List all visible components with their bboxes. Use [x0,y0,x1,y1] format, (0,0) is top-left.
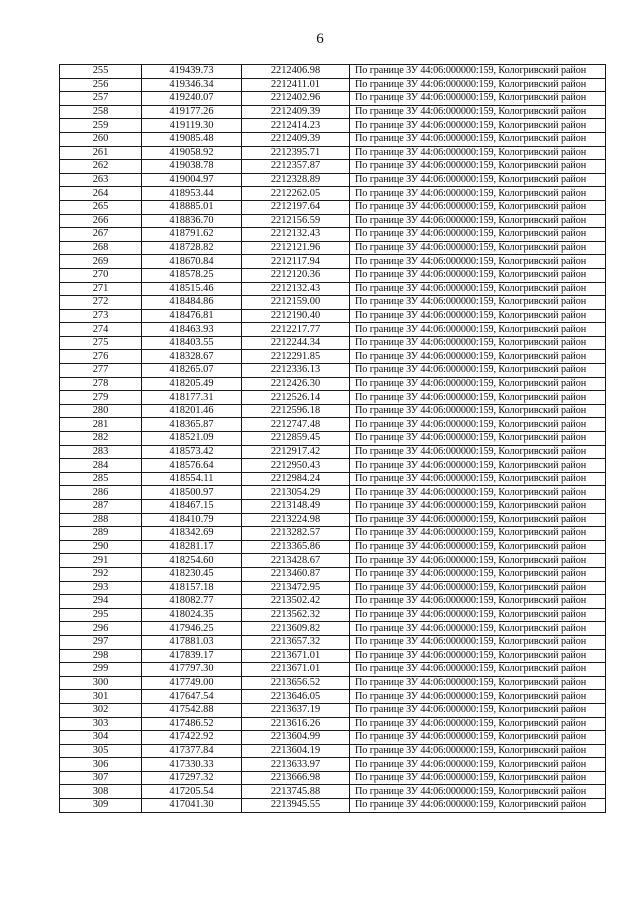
y-coordinate-cell: 2212190.40 [242,309,350,323]
x-coordinate-cell: 417330.33 [142,758,242,772]
x-coordinate-cell: 417946.25 [142,622,242,636]
x-coordinate-cell: 418254.60 [142,554,242,568]
x-coordinate-cell: 418157.18 [142,581,242,595]
description-cell: По границе ЗУ 44:06:000000:159, Кологривский район [350,649,606,663]
point-number-cell: 304 [60,731,142,745]
y-coordinate-cell: 2213666.98 [242,771,350,785]
description-cell: По границе ЗУ 44:06:000000:159, Кологривский район [350,622,606,636]
table-row [60,241,606,255]
point-number-cell: 259 [60,119,142,133]
description-cell: По границе ЗУ 44:06:000000:159, Кологривский район [350,785,606,799]
table-row [60,595,606,609]
y-coordinate-cell: 2213502.42 [242,595,350,609]
x-coordinate-cell: 418201.46 [142,404,242,418]
y-coordinate-cell: 2213604.99 [242,731,350,745]
point-number-cell: 275 [60,336,142,350]
table-row [60,608,606,622]
table-row [60,527,606,541]
point-number-cell: 280 [60,404,142,418]
table-row [60,200,606,214]
description-cell: По границе ЗУ 44:06:000000:159, Кологривский район [350,635,606,649]
y-coordinate-cell: 2213633.97 [242,758,350,772]
point-number-cell: 271 [60,282,142,296]
point-number-cell: 306 [60,758,142,772]
table-row [60,581,606,595]
table-row [60,567,606,581]
y-coordinate-cell: 2213616.26 [242,717,350,731]
description-cell: По границе ЗУ 44:06:000000:159, Кологривский район [350,581,606,595]
y-coordinate-cell: 2213282.57 [242,527,350,541]
y-coordinate-cell: 2212984.24 [242,472,350,486]
point-number-cell: 291 [60,554,142,568]
description-cell: По границе ЗУ 44:06:000000:159, Кологривский район [350,513,606,527]
x-coordinate-cell: 418410.79 [142,513,242,527]
description-cell: По границе ЗУ 44:06:000000:159, Кологривский район [350,228,606,242]
x-coordinate-cell: 419004.97 [142,173,242,187]
table-row [60,785,606,799]
description-cell: По границе ЗУ 44:06:000000:159, Кологривский район [350,432,606,446]
point-number-cell: 274 [60,323,142,337]
description-cell: По границе ЗУ 44:06:000000:159, Кологривский район [350,595,606,609]
point-number-cell: 302 [60,703,142,717]
y-coordinate-cell: 2212117.94 [242,255,350,269]
description-cell: По границе ЗУ 44:06:000000:159, Кологривский район [350,418,606,432]
x-coordinate-cell: 418791.62 [142,228,242,242]
y-coordinate-cell: 2212357.87 [242,160,350,174]
description-cell: По границе ЗУ 44:06:000000:159, Кологривский район [350,296,606,310]
point-number-cell: 286 [60,486,142,500]
x-coordinate-cell: 418515.46 [142,282,242,296]
y-coordinate-cell: 2212120.36 [242,268,350,282]
point-number-cell: 266 [60,214,142,228]
point-number-cell: 262 [60,160,142,174]
point-number-cell: 270 [60,268,142,282]
x-coordinate-cell: 418365.87 [142,418,242,432]
point-number-cell: 267 [60,228,142,242]
y-coordinate-cell: 2212197.64 [242,200,350,214]
y-coordinate-cell: 2212596.18 [242,404,350,418]
table-row [60,350,606,364]
x-coordinate-cell: 418836.70 [142,214,242,228]
page-number: 6 [316,31,324,47]
x-coordinate-cell: 417205.54 [142,785,242,799]
x-coordinate-cell: 417839.17 [142,649,242,663]
table-row [60,296,606,310]
x-coordinate-cell: 418670.84 [142,255,242,269]
point-number-cell: 297 [60,635,142,649]
point-number-cell: 261 [60,146,142,160]
x-coordinate-cell: 417797.30 [142,663,242,677]
description-cell: По границе ЗУ 44:06:000000:159, Кологривский район [350,554,606,568]
y-coordinate-cell: 2212406.98 [242,65,350,79]
table-row [60,472,606,486]
y-coordinate-cell: 2212526.14 [242,391,350,405]
coordinates-table [59,64,606,813]
x-coordinate-cell: 418403.55 [142,336,242,350]
x-coordinate-cell: 418082.77 [142,595,242,609]
table-row [60,500,606,514]
y-coordinate-cell: 2212121.96 [242,241,350,255]
table-row [60,323,606,337]
description-cell: По границе ЗУ 44:06:000000:159, Кологривский район [350,690,606,704]
table-row [60,391,606,405]
x-coordinate-cell: 418230.45 [142,567,242,581]
x-coordinate-cell: 419240.07 [142,92,242,106]
point-number-cell: 258 [60,105,142,119]
y-coordinate-cell: 2213224.98 [242,513,350,527]
table-row [60,119,606,133]
table-row [60,132,606,146]
description-cell: По границе ЗУ 44:06:000000:159, Кологривский район [350,771,606,785]
x-coordinate-cell: 418463.93 [142,323,242,337]
x-coordinate-cell: 418578.25 [142,268,242,282]
point-number-cell: 256 [60,78,142,92]
point-number-cell: 272 [60,296,142,310]
x-coordinate-cell: 418205.49 [142,377,242,391]
y-coordinate-cell: 2212395.71 [242,146,350,160]
table-row [60,173,606,187]
y-coordinate-cell: 2212132.43 [242,228,350,242]
y-coordinate-cell: 2213562.32 [242,608,350,622]
point-number-cell: 263 [60,173,142,187]
y-coordinate-cell: 2212244.34 [242,336,350,350]
table-row [60,377,606,391]
table-row [60,486,606,500]
table-row [60,540,606,554]
x-coordinate-cell: 418573.42 [142,445,242,459]
description-cell: По границе ЗУ 44:06:000000:159, Кологривский район [350,486,606,500]
table-row [60,513,606,527]
point-number-cell: 255 [60,65,142,79]
x-coordinate-cell: 418885.01 [142,200,242,214]
y-coordinate-cell: 2212411.01 [242,78,350,92]
description-cell: По границе ЗУ 44:06:000000:159, Кологривский район [350,404,606,418]
y-coordinate-cell: 2212159.00 [242,296,350,310]
x-coordinate-cell: 417881.03 [142,635,242,649]
y-coordinate-cell: 2212917.42 [242,445,350,459]
description-cell: По границе ЗУ 44:06:000000:159, Кологривский район [350,731,606,745]
y-coordinate-cell: 2212328.89 [242,173,350,187]
description-cell: По границе ЗУ 44:06:000000:159, Кологривский район [350,255,606,269]
table-row [60,554,606,568]
point-number-cell: 289 [60,527,142,541]
description-cell: По границе ЗУ 44:06:000000:159, Кологривский район [350,377,606,391]
x-coordinate-cell: 417422.92 [142,731,242,745]
table-row [60,187,606,201]
y-coordinate-cell: 2212291.85 [242,350,350,364]
table-row [60,336,606,350]
point-number-cell: 282 [60,432,142,446]
table-row [60,255,606,269]
description-cell: По границе ЗУ 44:06:000000:159, Кологривский район [350,445,606,459]
x-coordinate-cell: 419058.92 [142,146,242,160]
point-number-cell: 285 [60,472,142,486]
point-number-cell: 264 [60,187,142,201]
y-coordinate-cell: 2213460.87 [242,567,350,581]
table-row [60,364,606,378]
x-coordinate-cell: 418500.97 [142,486,242,500]
y-coordinate-cell: 2213472.95 [242,581,350,595]
point-number-cell: 298 [60,649,142,663]
description-cell: По границе ЗУ 44:06:000000:159, Кологривский район [350,744,606,758]
description-cell: По границе ЗУ 44:06:000000:159, Кологривский район [350,364,606,378]
point-number-cell: 303 [60,717,142,731]
description-cell: По границе ЗУ 44:06:000000:159, Кологривский район [350,459,606,473]
point-number-cell: 301 [60,690,142,704]
description-cell: По границе ЗУ 44:06:000000:159, Кологривский район [350,214,606,228]
x-coordinate-cell: 419119.30 [142,119,242,133]
description-cell: По границе ЗУ 44:06:000000:159, Кологривский район [350,132,606,146]
table-row [60,459,606,473]
point-number-cell: 281 [60,418,142,432]
point-number-cell: 292 [60,567,142,581]
table-row [60,146,606,160]
table-row [60,703,606,717]
table-row [60,65,606,79]
x-coordinate-cell: 418476.81 [142,309,242,323]
description-cell: По границе ЗУ 44:06:000000:159, Кологривский район [350,309,606,323]
description-cell: По границе ЗУ 44:06:000000:159, Кологривский район [350,187,606,201]
y-coordinate-cell: 2212217.77 [242,323,350,337]
y-coordinate-cell: 2213745.88 [242,785,350,799]
point-number-cell: 257 [60,92,142,106]
point-number-cell: 278 [60,377,142,391]
table-row [60,799,606,813]
point-number-cell: 288 [60,513,142,527]
y-coordinate-cell: 2213148.49 [242,500,350,514]
table-row [60,404,606,418]
description-cell: По границе ЗУ 44:06:000000:159, Кологривский район [350,391,606,405]
table-row [60,758,606,772]
description-cell: По границе ЗУ 44:06:000000:159, Кологривский район [350,282,606,296]
x-coordinate-cell: 417486.52 [142,717,242,731]
x-coordinate-cell: 418024.35 [142,608,242,622]
table-row [60,214,606,228]
table-row [60,105,606,119]
point-number-cell: 276 [60,350,142,364]
description-cell: По границе ЗУ 44:06:000000:159, Кологривский район [350,268,606,282]
table-row [60,268,606,282]
point-number-cell: 260 [60,132,142,146]
table-row [60,309,606,323]
x-coordinate-cell: 417647.54 [142,690,242,704]
x-coordinate-cell: 419346.34 [142,78,242,92]
point-number-cell: 296 [60,622,142,636]
y-coordinate-cell: 2212414.23 [242,119,350,133]
point-number-cell: 295 [60,608,142,622]
description-cell: По границе ЗУ 44:06:000000:159, Кологривский район [350,799,606,813]
y-coordinate-cell: 2212747.48 [242,418,350,432]
x-coordinate-cell: 418342.69 [142,527,242,541]
y-coordinate-cell: 2213656.52 [242,676,350,690]
point-number-cell: 284 [60,459,142,473]
y-coordinate-cell: 2213671.01 [242,649,350,663]
y-coordinate-cell: 2213945.55 [242,799,350,813]
description-cell: По границе ЗУ 44:06:000000:159, Кологривский район [350,758,606,772]
description-cell: По границе ЗУ 44:06:000000:159, Кологривский район [350,663,606,677]
y-coordinate-cell: 2212426.30 [242,377,350,391]
y-coordinate-cell: 2213365.86 [242,540,350,554]
description-cell: По границе ЗУ 44:06:000000:159, Кологривский район [350,173,606,187]
y-coordinate-cell: 2213671.01 [242,663,350,677]
y-coordinate-cell: 2213657.32 [242,635,350,649]
x-coordinate-cell: 418554.11 [142,472,242,486]
x-coordinate-cell: 418177.31 [142,391,242,405]
description-cell: По границе ЗУ 44:06:000000:159, Кологривский район [350,160,606,174]
description-cell: По границе ЗУ 44:06:000000:159, Кологривский район [350,540,606,554]
table-row [60,622,606,636]
x-coordinate-cell: 419439.73 [142,65,242,79]
description-cell: По границе ЗУ 44:06:000000:159, Кологривский район [350,500,606,514]
table-row [60,731,606,745]
y-coordinate-cell: 2212409.39 [242,105,350,119]
description-cell: По границе ЗУ 44:06:000000:159, Кологривский район [350,350,606,364]
description-cell: По границе ЗУ 44:06:000000:159, Кологривский район [350,105,606,119]
y-coordinate-cell: 2213637.19 [242,703,350,717]
x-coordinate-cell: 417377.84 [142,744,242,758]
y-coordinate-cell: 2213428.67 [242,554,350,568]
point-number-cell: 279 [60,391,142,405]
point-number-cell: 277 [60,364,142,378]
y-coordinate-cell: 2213646.05 [242,690,350,704]
x-coordinate-cell: 419038.78 [142,160,242,174]
table-row [60,690,606,704]
point-number-cell: 290 [60,540,142,554]
table-row [60,418,606,432]
description-cell: По границе ЗУ 44:06:000000:159, Кологривский район [350,608,606,622]
table-row [60,663,606,677]
description-cell: По границе ЗУ 44:06:000000:159, Кологривский район [350,146,606,160]
y-coordinate-cell: 2213609.82 [242,622,350,636]
description-cell: По границе ЗУ 44:06:000000:159, Кологривский район [350,65,606,79]
description-cell: По границе ЗУ 44:06:000000:159, Кологривский район [350,200,606,214]
point-number-cell: 309 [60,799,142,813]
table-row [60,78,606,92]
x-coordinate-cell: 417542.88 [142,703,242,717]
coordinates-table-body [60,65,606,813]
table-row [60,432,606,446]
x-coordinate-cell: 418953.44 [142,187,242,201]
description-cell: По границе ЗУ 44:06:000000:159, Кологривский район [350,703,606,717]
y-coordinate-cell: 2212402.96 [242,92,350,106]
point-number-cell: 308 [60,785,142,799]
x-coordinate-cell: 418467.15 [142,500,242,514]
x-coordinate-cell: 417041.30 [142,799,242,813]
y-coordinate-cell: 2212132.43 [242,282,350,296]
table-row [60,282,606,296]
x-coordinate-cell: 418328.67 [142,350,242,364]
point-number-cell: 307 [60,771,142,785]
description-cell: По границе ЗУ 44:06:000000:159, Кологривский район [350,472,606,486]
y-coordinate-cell: 2213054.29 [242,486,350,500]
point-number-cell: 305 [60,744,142,758]
x-coordinate-cell: 419085.48 [142,132,242,146]
description-cell: По границе ЗУ 44:06:000000:159, Кологривский район [350,676,606,690]
x-coordinate-cell: 417749.00 [142,676,242,690]
description-cell: По границе ЗУ 44:06:000000:159, Кологривский район [350,527,606,541]
description-cell: По границе ЗУ 44:06:000000:159, Кологривский район [350,92,606,106]
x-coordinate-cell: 418484.86 [142,296,242,310]
table-row [60,676,606,690]
point-number-cell: 265 [60,200,142,214]
table-row [60,160,606,174]
x-coordinate-cell: 419177.26 [142,105,242,119]
point-number-cell: 273 [60,309,142,323]
x-coordinate-cell: 418521.09 [142,432,242,446]
description-cell: По границе ЗУ 44:06:000000:159, Кологривский район [350,717,606,731]
table-row [60,649,606,663]
y-coordinate-cell: 2212950.43 [242,459,350,473]
table-row [60,445,606,459]
table-row [60,717,606,731]
table-row [60,635,606,649]
y-coordinate-cell: 2212409.39 [242,132,350,146]
point-number-cell: 294 [60,595,142,609]
y-coordinate-cell: 2212859.45 [242,432,350,446]
table-row [60,744,606,758]
point-number-cell: 300 [60,676,142,690]
point-number-cell: 293 [60,581,142,595]
x-coordinate-cell: 418728.82 [142,241,242,255]
x-coordinate-cell: 418576.64 [142,459,242,473]
x-coordinate-cell: 418281.17 [142,540,242,554]
description-cell: По границе ЗУ 44:06:000000:159, Кологривский район [350,78,606,92]
table-row [60,771,606,785]
y-coordinate-cell: 2212262.05 [242,187,350,201]
y-coordinate-cell: 2212156.59 [242,214,350,228]
point-number-cell: 269 [60,255,142,269]
description-cell: По границе ЗУ 44:06:000000:159, Кологривский район [350,323,606,337]
y-coordinate-cell: 2212336.13 [242,364,350,378]
description-cell: По границе ЗУ 44:06:000000:159, Кологривский район [350,567,606,581]
table-row [60,228,606,242]
point-number-cell: 287 [60,500,142,514]
x-coordinate-cell: 418265.07 [142,364,242,378]
point-number-cell: 299 [60,663,142,677]
description-cell: По границе ЗУ 44:06:000000:159, Кологривский район [350,119,606,133]
point-number-cell: 283 [60,445,142,459]
y-coordinate-cell: 2213604.19 [242,744,350,758]
description-cell: По границе ЗУ 44:06:000000:159, Кологривский район [350,241,606,255]
point-number-cell: 268 [60,241,142,255]
table-row [60,92,606,106]
x-coordinate-cell: 417297.32 [142,771,242,785]
description-cell: По границе ЗУ 44:06:000000:159, Кологривский район [350,336,606,350]
